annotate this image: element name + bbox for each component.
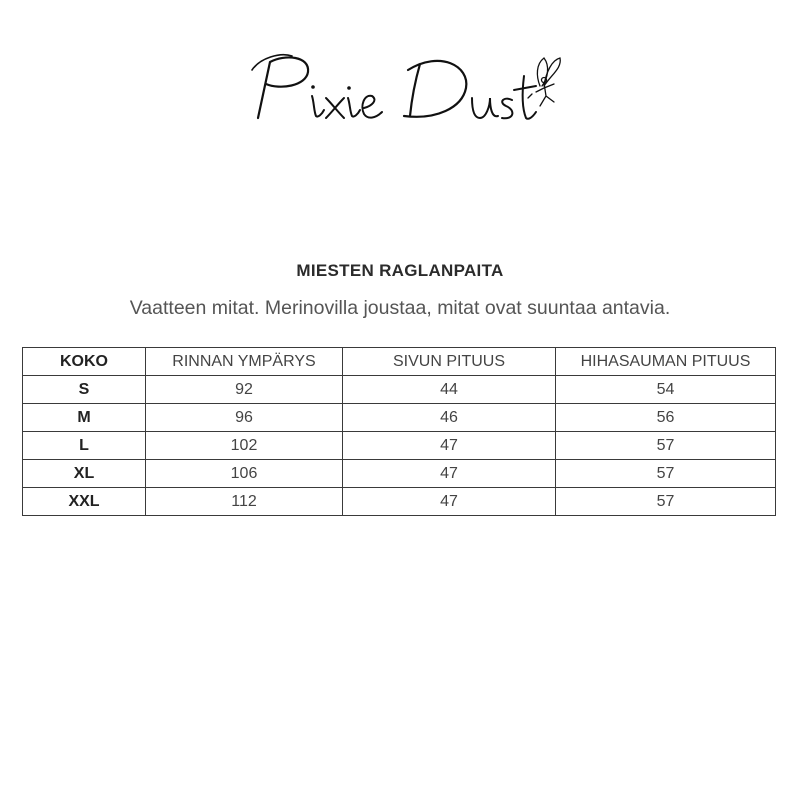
brand-logo [240,40,570,135]
size-cell: S [23,376,146,404]
sleeve-length-cell: 54 [556,376,776,404]
column-header-side-length: SIVUN PITUUS [343,348,556,376]
sleeve-length-cell: 57 [556,488,776,516]
table-row [23,376,776,404]
chest-cell: 112 [146,488,343,516]
sleeve-length-cell: 56 [556,404,776,432]
chest-cell: 102 [146,432,343,460]
table-row [23,488,776,516]
sleeve-length-cell: 57 [556,460,776,488]
size-cell: L [23,432,146,460]
table-row [23,432,776,460]
table-row [23,460,776,488]
table-row [23,404,776,432]
chest-cell: 92 [146,376,343,404]
page-subtitle: Vaatteen mitat. Merinovilla joustaa, mitat ovat suuntaa antavia. [129,297,671,319]
side-length-cell: 47 [343,460,556,488]
pixie-dust-logo-image [240,40,570,135]
table-header-row [23,348,776,376]
side-length-cell: 47 [343,488,556,516]
size-cell: XL [23,460,146,488]
size-table [22,347,776,516]
column-header-size: KOKO [23,348,146,376]
page-title: MIESTEN RAGLANPAITA [296,261,504,280]
chest-cell: 96 [146,404,343,432]
side-length-cell: 47 [343,432,556,460]
column-header-chest: RINNAN YMPÄRYS [146,348,343,376]
size-cell: XXL [23,488,146,516]
side-length-cell: 44 [343,376,556,404]
size-cell: M [23,404,146,432]
chest-cell: 106 [146,460,343,488]
sleeve-length-cell: 57 [556,432,776,460]
column-header-sleeve-length: HIHASAUMAN PITUUS [556,348,776,376]
side-length-cell: 46 [343,404,556,432]
fairy-icon [528,58,560,106]
